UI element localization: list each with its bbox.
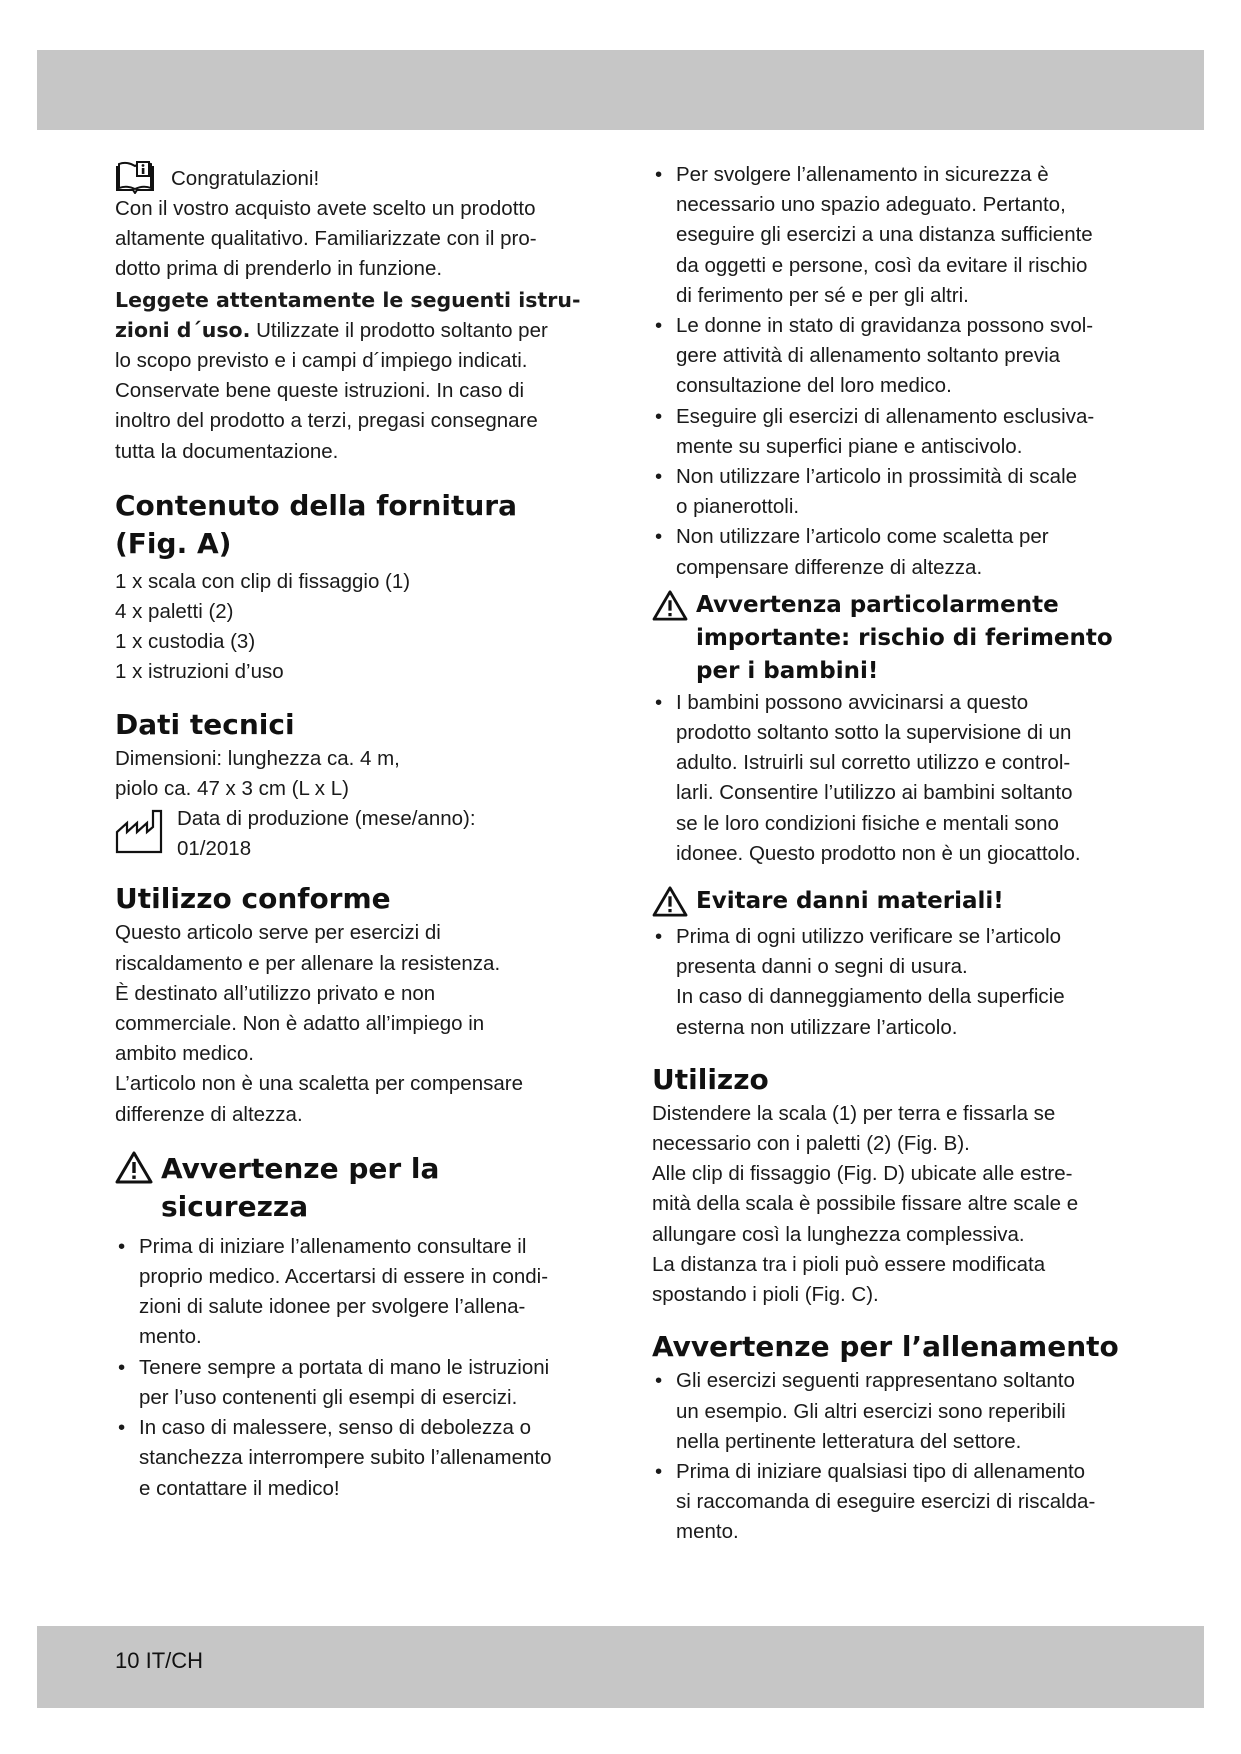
bullet-line: • Prima di ogni utilizzo verificare se l’articolo [676,925,1062,949]
bullet-line: stanchezza interrompere subito l’allenamento [139,1446,552,1470]
usage-line: La distanza tra i pioli può essere modificata [652,1252,1046,1276]
bullet-line: necessario uno spazio adeguato. Pertanto, [676,193,1066,217]
intro-bold-line: Leggete attentamente le seguenti istru- [115,287,581,312]
damage-warning-list [652,922,1132,1043]
production-value: 01/2018 [177,837,252,861]
children-warning-heading [652,589,1132,688]
children-warning-title: per i bambini! [696,657,879,684]
list-item [652,1457,1132,1548]
bullet-line: consultazione del loro medico. [676,374,952,398]
contents-item: 1 x istruzioni d’uso [115,660,284,684]
use-conform-line: L’articolo non è una scaletta per compensare [115,1072,523,1096]
training-title: Avvertenze per l’allenamento [652,1330,1119,1364]
header-band [37,50,1204,130]
list-item [115,1413,595,1504]
use-conform-line: commerciale. Non è adatto all’impiego in [115,1012,485,1036]
bullet-line: larli. Consentire l’utilizzo ai bambini soltanto [676,781,1073,805]
tech-line: piolo ca. 47 x 3 cm (L x L) [115,776,349,800]
children-warning-title: Avvertenza particolarmente [696,591,1059,618]
bullet-line: adulto. Istruirli sul corretto utilizzo e control- [676,751,1071,775]
safety-title: Avvertenze per la [161,1151,440,1185]
bullet-line: e contattare il medico! [139,1476,340,1500]
use-conform-title: Utilizzo conforme [115,882,391,916]
intro-line: altamente qualitativo. Familiarizzate con il pro- [115,227,537,251]
tech-title: Dati tecnici [115,707,295,741]
contents-title: Contenuto della fornitura [115,488,517,522]
warning-triangle-icon [652,589,688,621]
use-conform-line: differenze di altezza. [115,1102,303,1126]
bullet-line: • Gli esercizi seguenti rappresentano soltanto [676,1369,1075,1393]
contents-item: 1 x custodia (3) [115,630,256,654]
bullet-line: gere attività di allenamento soltanto previa [676,344,1061,368]
bullet-line: esterna non utilizzare l’articolo. [676,1015,958,1039]
usage-line: spostando i pioli (Fig. C). [652,1283,879,1307]
bullet-line: zioni di salute idonee per svolgere l’allena- [139,1295,526,1319]
bullet-line: prodotto soltanto sotto la supervisione di un [676,721,1072,745]
footer-band [37,1626,1204,1708]
congrats-text: Congratulazioni! [171,166,320,190]
production-date [115,804,595,864]
list-item [115,1353,595,1413]
bullet-line: compensare differenze di altezza. [676,555,983,579]
bullet-line: da oggetti e persone, così da evitare il rischio [676,253,1088,277]
bullet-line: presenta danni o segni di usura. [676,955,968,979]
intro-line: dotto prima di prenderlo in funzione. [115,257,443,281]
intro-line: tutta la documentazione. [115,439,339,463]
bullet-line: per l’uso contenenti gli esempi di esercizi. [139,1385,518,1409]
usage-line: allungare così la lunghezza complessiva. [652,1222,1025,1246]
bullet-line: • In caso di malessere, senso di debolezza o [139,1416,532,1440]
contents-item: 4 x paletti (2) [115,600,234,624]
bullet-line: • Eseguire gli esercizi di allenamento esclusiva- [676,404,1095,428]
list-item [652,922,1132,1043]
usage-line: mità della scala è possibile fissare altre scale e [652,1192,1079,1216]
page-number: 10 IT/CH [115,1648,204,1673]
use-conform-line: riscaldamento e per allenare la resistenza. [115,951,501,975]
bullet-line: se le loro condizioni fisiche e mentali sono [676,811,1059,835]
use-conform-line: Questo articolo serve per esercizi di [115,921,441,945]
bullet-line: eseguire gli esercizi a una distanza sufficiente [676,223,1093,247]
training-list [652,1366,1132,1547]
intro-line: lo scopo previsto e i campi d´impiego indicati. [115,349,528,373]
children-warning-title: importante: rischio di ferimento [696,624,1113,651]
intro-bold-inline: zioni d´uso. [115,317,251,342]
bullet-line: si raccomanda di eseguire esercizi di riscalda- [676,1490,1096,1514]
safety-title: sicurezza [161,1189,309,1223]
safety-list-continued [652,160,1132,583]
bullet-line: idonee. Questo prodotto non è un giocattolo. [676,841,1081,865]
intro-inline-text: Utilizzate il prodotto soltanto per [250,318,548,342]
bullet-line: • Non utilizzare l’articolo come scaletta per [676,525,1049,549]
left-column [115,160,595,1504]
list-item [652,688,1132,869]
list-item [652,311,1132,402]
right-column [652,160,1132,1548]
production-label: Data di produzione (mese/anno): [177,807,476,831]
bullet-line: nella pertinente letteratura del settore. [676,1429,1022,1453]
children-warning-list [652,688,1132,869]
damage-warning-heading [652,885,1132,918]
list-item [652,1366,1132,1457]
contents-title-fig: (Fig. A) [115,526,232,560]
intro-heading [115,160,595,194]
bullet-line: mento. [676,1520,739,1544]
bullet-line: • I bambini possono avvicinarsi a questo [676,690,1029,714]
bullet-line: di ferimento per sé e per gli altri. [676,283,969,307]
damage-warning-title: Evitare danni materiali! [696,888,1004,915]
list-item [652,522,1132,582]
bullet-line: mente su superfici piane e antiscivolo. [676,434,1023,458]
usage-line: Distendere la scala (1) per terra e fissarla se [652,1101,1056,1125]
list-item [652,402,1132,462]
factory-icon [115,808,165,854]
bullet-line: proprio medico. Accertarsi di essere in condi- [139,1265,549,1289]
warning-triangle-icon [652,885,688,917]
warning-triangle-icon [115,1150,153,1184]
list-item [115,1232,595,1353]
bullet-line: • Prima di iniziare qualsiasi tipo di allenamento [676,1459,1086,1483]
bullet-line: In caso di danneggiamento della superficie [676,985,1065,1009]
contents-item: 1 x scala con clip di fissaggio (1) [115,569,411,593]
list-item [652,160,1132,311]
usage-line: necessario con i paletti (2) (Fig. B). [652,1132,970,1156]
bullet-line: • Le donne in stato di gravidanza possono svol- [676,314,1094,338]
intro-line: Con il vostro acquisto avete scelto un prodotto [115,197,536,220]
bullet-line: • Non utilizzare l’articolo in prossimità di scale [676,465,1078,489]
safety-list [115,1232,595,1504]
bullet-line: • Per svolgere l’allenamento in sicurezza è [676,163,1049,186]
safety-heading [115,1150,595,1226]
usage-line: Alle clip di fissaggio (Fig. D) ubicate alle estre- [652,1162,1073,1186]
bullet-line: o pianerottoli. [676,495,800,519]
list-item [652,462,1132,522]
intro-mixed-line [115,315,595,346]
bullet-line: • Prima di iniziare l’allenamento consultare il [139,1234,527,1258]
usage-title: Utilizzo [652,1062,769,1096]
bullet-line: mento. [139,1325,202,1349]
bullet-line: • Tenere sempre a portata di mano le istruzioni [139,1355,550,1379]
use-conform-line: È destinato all’utilizzo privato e non [115,981,436,1005]
bullet-line: un esempio. Gli altri esercizi sono reperibili [676,1399,1066,1423]
info-book-icon [115,160,155,194]
intro-line: inoltro del prodotto a terzi, pregasi consegnare [115,409,538,433]
intro-line: Conservate bene queste istruzioni. In caso di [115,379,525,403]
use-conform-line: ambito medico. [115,1042,255,1066]
tech-line: Dimensioni: lunghezza ca. 4 m, [115,746,400,770]
